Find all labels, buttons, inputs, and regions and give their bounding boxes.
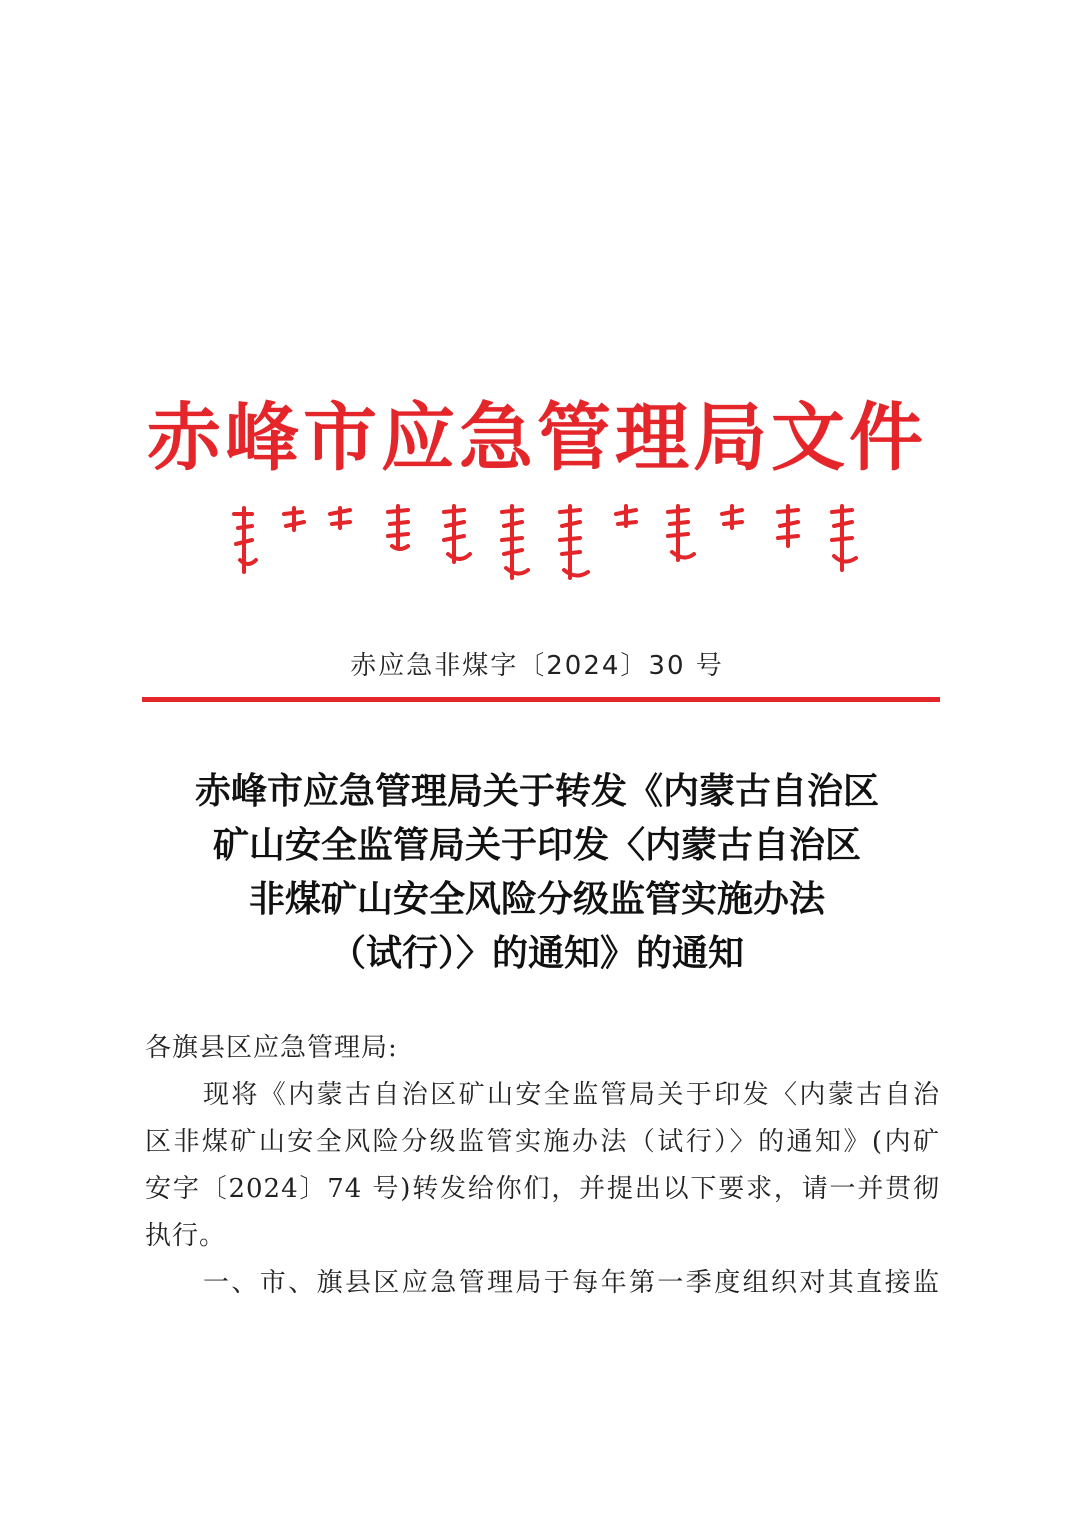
salutation: 各旗县区应急管理局: [145,1033,398,1063]
paragraph-line-2: 区非煤矿山安全风险分级监管实施办法（试行）〉的通知》(内矿 [145,1127,940,1157]
document-body [145,1025,940,1307]
title-line-4: （试行）〉的通知》的通知 [329,932,744,974]
title-line-3: 非煤矿山安全风险分级监管实施办法 [248,878,825,920]
paragraph-line-4: 执行。 [145,1221,227,1251]
paragraph-line-3: 安字〔2024〕74 号)转发给你们，并提出以下要求，请一并贯彻 [145,1174,940,1204]
mongolian-script-title [222,500,862,585]
item-one-line: 一、市、旗县区应急管理局于每年第一季度组织对其直接监 [203,1268,940,1298]
document-title [132,764,942,980]
paragraph-line-1: 现将《内蒙古自治区矿山安全监管局关于印发〈内蒙古自治 [203,1080,940,1110]
title-line-1: 赤峰市应急管理局关于转发《内蒙古自治区 [194,770,879,812]
red-divider-line [142,697,940,702]
issuer-masthead: 赤峰市应急管理局文件 [147,395,927,481]
document-number: 赤应急非煤字〔2024〕30 号 [350,651,724,681]
title-line-2: 矿山安全监管局关于印发〈内蒙古自治区 [212,824,861,866]
